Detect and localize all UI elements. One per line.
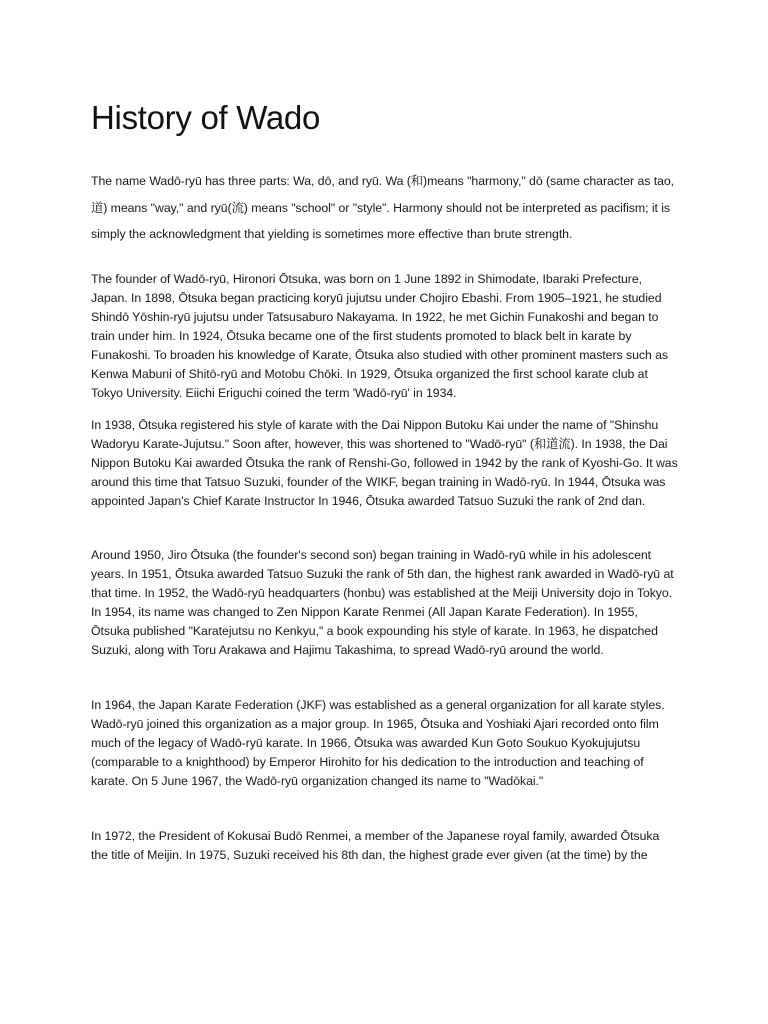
paragraph-name-meaning: The name Wadō-ryū has three parts: Wa, dō, and ryū. Wa (和)means "harmony," dō (same character as tao, 道) means "way," and ryū(流) means "school" or "style". Harmony should not be interpreted as pacifism; it is simply the acknowledgment that yielding is sometimes more effective than brute strength. [91,174,675,241]
paragraph-founder: The founder of Wadō-ryū, Hironori Ōtsuka, was born on 1 June 1892 in Shimodate, Ibaraki Prefecture, Japan. In 1898, Ōtsuka began practicing koryū jujutsu under Chojiro Ebashi. From 1905–1921, he studied Shindō Yōshin-ryū jujutsu under Tatsusaburo Nakayama. In 1922, he met Gichin Funakoshi and began to train under him. In 1924, Ōtsuka became one of the first students promoted to black belt in karate by Funakoshi. To broaden his knowledge of Karate, Ōtsuka also studied with other prominent masters such as Kenwa Mabuni of Shitō-ryū and Motobu Chōki. In 1929, Ōtsuka organized the first school karate club at Tokyo University. Eiichi Eriguchi coined the term 'Wadō-ryū' in 1934. [91,271,668,400]
document-title: History of Wado [91,99,321,136]
paragraph-registration-1938: In 1938, Ōtsuka registered his style of karate with the Dai Nippon Butoku Kai under the name of "Shinshu Wadoryu Karate-Jujutsu." Soon after, however, this was shortened to "Wadō-ryū" (和道流). In 1938, the Dai Nippon Butoku Kai awarded Ōtsuka the rank of Renshi-Go, followed in 1942 by the rank of Kyoshi-Go. It was around this time that Tatsuo Suzuki, founder of the WIKF, began training in Wadō-ryū. In 1944, Ōtsuka was appointed Japan's Chief Karate Instructor In 1946, Ōtsuka awarded Tatsuo Suzuki the rank of 2nd dan. [91,417,678,508]
document-page [91,98,679,865]
paragraph-1950s: Around 1950, Jiro Ōtsuka (the founder's second son) began training in Wadō-ryū while in his adolescent years. In 1951, Ōtsuka awarded Tatsuo Suzuki the rank of 5th dan, the highest rank awarded in Wadō-ryū at that time. In 1952, the Wadō-ryū headquarters (honbu) was established at the Meiji University dojo in Tokyo. In 1954, its name was changed to Zen Nippon Karate Renmei (All Japan Karate Federation). In 1955, Ōtsuka published "Karatejutsu no Kenkyu," a book expounding his style of karate. In 1963, he dispatched Suzuki, along with Toru Arakawa and Hajimu Takashima, to spread Wadō-ryū around the world. [91,547,674,657]
paragraph-1970s: In 1972, the President of Kokusai Budō Renmei, a member of the Japanese royal family, awarded Ōtsuka the title of Meijin. In 1975, Suzuki received his 8th dan, the highest grade ever given (at the time) by the [91,828,660,862]
paragraph-1960s: In 1964, the Japan Karate Federation (JKF) was established as a general organization for all karate styles. Wadō-ryū joined this organization as a major group. In 1965, Ōtsuka and Yoshiaki Ajari recorded onto film much of the legacy of Wadō-ryū karate. In 1966, Ōtsuka was awarded Kun Goto Soukuo Kyokujujutsu (comparable to a knighthood) by Emperor Hirohito for his dedication to the introduction and teaching of karate. On 5 June 1967, the Wadō-ryū organization changed its name to "Wadōkai." [91,697,665,788]
